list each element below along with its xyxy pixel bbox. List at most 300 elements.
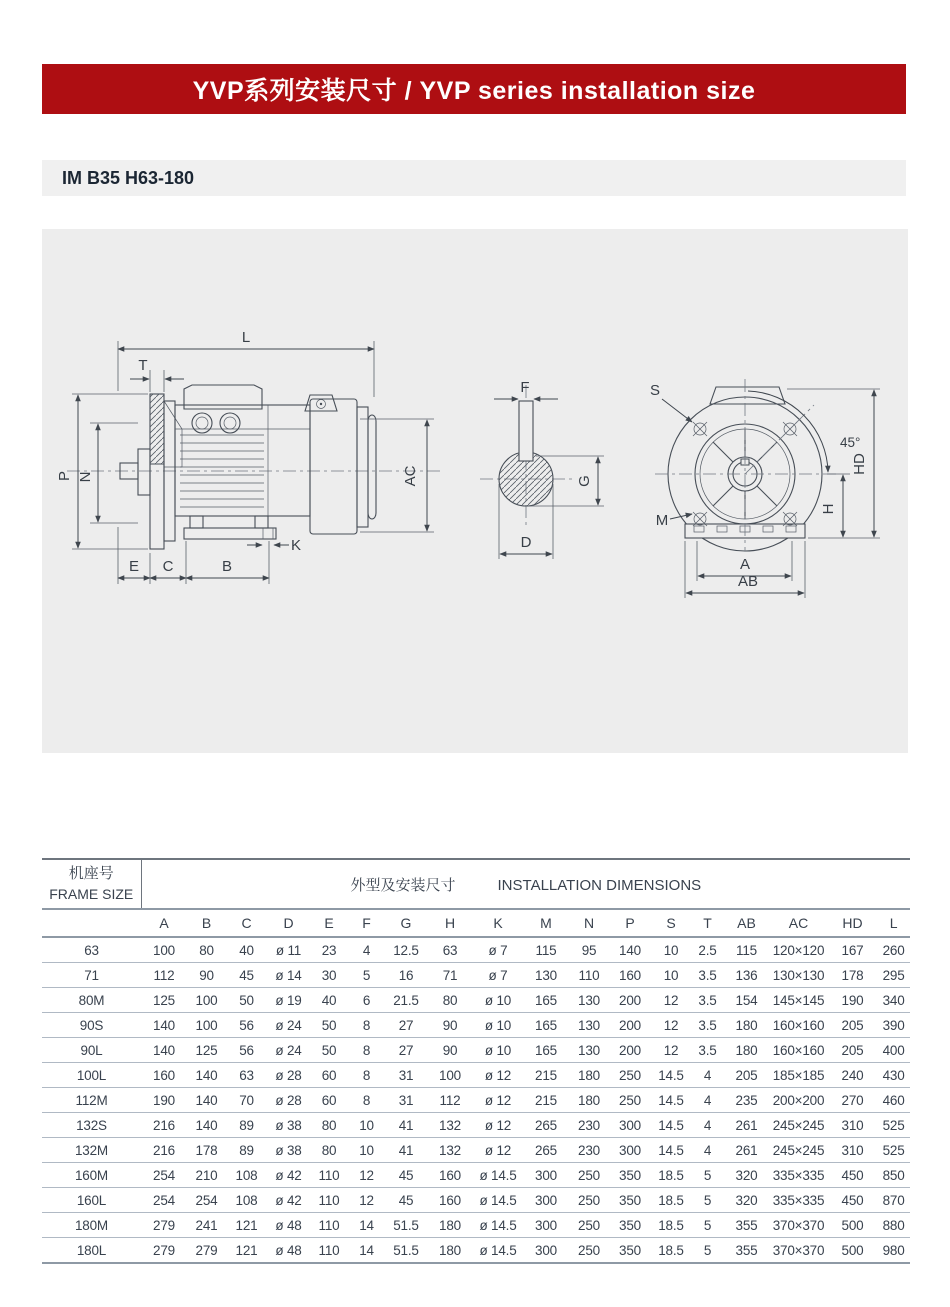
- dim-value-cell: 145×145: [769, 988, 828, 1013]
- dim-value-cell: 245×245: [769, 1138, 828, 1163]
- dim-value-cell: 3.5: [691, 1013, 724, 1038]
- dim-value-cell: 71: [427, 963, 473, 988]
- dim-value-cell: 100: [427, 1063, 473, 1088]
- dim-value-cell: 5: [691, 1213, 724, 1238]
- frame-size-cell: 132M: [42, 1138, 141, 1163]
- dim-value-cell: 500: [828, 1238, 877, 1264]
- dim-value-cell: 100: [141, 937, 187, 963]
- dim-value-cell: 215: [523, 1088, 569, 1113]
- dim-value-cell: 230: [569, 1113, 609, 1138]
- dim-value-cell: 160: [427, 1188, 473, 1213]
- frame-size-header-zh: 机座号: [68, 865, 114, 883]
- column-header-H: H: [427, 909, 473, 937]
- dim-value-cell: 132: [427, 1138, 473, 1163]
- dim-value-cell: 31: [385, 1063, 427, 1088]
- dim-value-cell: 140: [141, 1038, 187, 1063]
- dim-value-cell: 250: [609, 1088, 651, 1113]
- frame-size-cell: 90S: [42, 1013, 141, 1038]
- dim-value-cell: 335×335: [769, 1163, 828, 1188]
- dim-value-cell: 160: [427, 1163, 473, 1188]
- dim-value-cell: 51.5: [385, 1238, 427, 1264]
- dim-value-cell: 320: [724, 1188, 769, 1213]
- dim-value-cell: 121: [226, 1213, 267, 1238]
- dim-value-cell: 178: [828, 963, 877, 988]
- dim-value-cell: 110: [310, 1188, 348, 1213]
- dim-value-cell: 14.5: [651, 1138, 691, 1163]
- dim-value-cell: 230: [569, 1138, 609, 1163]
- front-view-drawing: [650, 379, 880, 598]
- column-header-G: G: [385, 909, 427, 937]
- dim-value-cell: 154: [724, 988, 769, 1013]
- dim-value-cell: 110: [310, 1163, 348, 1188]
- column-header-HD: HD: [828, 909, 877, 937]
- dim-value-cell: 100: [187, 1013, 226, 1038]
- column-header-T: T: [691, 909, 724, 937]
- column-header-S: S: [651, 909, 691, 937]
- dim-value-cell: 205: [724, 1063, 769, 1088]
- dim-value-cell: 190: [828, 988, 877, 1013]
- dim-value-cell: 216: [141, 1113, 187, 1138]
- technical-drawing: [42, 229, 908, 753]
- dim-value-cell: 12.5: [385, 937, 427, 963]
- dim-value-cell: 5: [691, 1188, 724, 1213]
- dim-value-cell: ø 12: [473, 1088, 523, 1113]
- table-row: [42, 1088, 910, 1113]
- dim-value-cell: 80: [187, 937, 226, 963]
- dim-value-cell: ø 19: [267, 988, 310, 1013]
- dim-value-cell: ø 14.5: [473, 1238, 523, 1264]
- frame-size-letters-spacer: [42, 909, 141, 937]
- dim-value-cell: 140: [609, 937, 651, 963]
- dim-value-cell: 250: [569, 1163, 609, 1188]
- dim-value-cell: 165: [523, 1013, 569, 1038]
- dim-value-cell: 130: [569, 988, 609, 1013]
- dim-value-cell: 241: [187, 1213, 226, 1238]
- dim-value-cell: 56: [226, 1013, 267, 1038]
- dim-value-cell: 190: [141, 1088, 187, 1113]
- dim-value-cell: 120×120: [769, 937, 828, 963]
- dim-value-cell: 12: [348, 1163, 385, 1188]
- dim-label-L: L: [241, 329, 251, 346]
- dim-value-cell: 300: [523, 1238, 569, 1264]
- dim-value-cell: 180: [569, 1063, 609, 1088]
- dim-value-cell: 80: [310, 1113, 348, 1138]
- dim-value-cell: 340: [877, 988, 910, 1013]
- dim-value-cell: 50: [310, 1013, 348, 1038]
- dim-label-T: T: [138, 357, 148, 374]
- dim-value-cell: 4: [691, 1063, 724, 1088]
- dim-value-cell: 41: [385, 1138, 427, 1163]
- dim-value-cell: 130: [523, 963, 569, 988]
- table-row: [42, 1038, 910, 1063]
- dim-value-cell: 250: [569, 1188, 609, 1213]
- dim-value-cell: 18.5: [651, 1238, 691, 1264]
- dim-value-cell: ø 24: [267, 1013, 310, 1038]
- dim-value-cell: 300: [523, 1163, 569, 1188]
- dim-value-cell: 140: [187, 1113, 226, 1138]
- dim-value-cell: 10: [348, 1138, 385, 1163]
- dim-value-cell: 18.5: [651, 1213, 691, 1238]
- dim-value-cell: 27: [385, 1038, 427, 1063]
- dim-value-cell: 60: [310, 1063, 348, 1088]
- dim-value-cell: ø 7: [473, 937, 523, 963]
- column-header-E: E: [310, 909, 348, 937]
- dim-value-cell: 89: [226, 1113, 267, 1138]
- dim-value-cell: 320: [724, 1163, 769, 1188]
- dim-value-cell: 430: [877, 1063, 910, 1088]
- dim-value-cell: 160: [141, 1063, 187, 1088]
- dim-value-cell: 70: [226, 1088, 267, 1113]
- table-row: [42, 1138, 910, 1163]
- frame-size-cell: 180L: [42, 1238, 141, 1264]
- dim-value-cell: 12: [651, 1013, 691, 1038]
- dim-value-cell: 5: [348, 963, 385, 988]
- dim-value-cell: 279: [187, 1238, 226, 1264]
- subtitle-bar: [42, 160, 906, 196]
- dim-value-cell: 2.5: [691, 937, 724, 963]
- dim-value-cell: 51.5: [385, 1213, 427, 1238]
- dim-value-cell: 200×200: [769, 1088, 828, 1113]
- dim-value-cell: 450: [828, 1188, 877, 1213]
- dim-value-cell: 254: [187, 1188, 226, 1213]
- dim-value-cell: ø 10: [473, 988, 523, 1013]
- dim-value-cell: 350: [609, 1238, 651, 1264]
- dim-value-cell: 108: [226, 1163, 267, 1188]
- dim-label-A: A: [739, 556, 751, 573]
- dim-value-cell: 180: [569, 1088, 609, 1113]
- frame-size-cell: 180M: [42, 1213, 141, 1238]
- dim-value-cell: 265: [523, 1113, 569, 1138]
- dim-value-cell: 14: [348, 1213, 385, 1238]
- dim-value-cell: 41: [385, 1113, 427, 1138]
- dim-value-cell: 125: [141, 988, 187, 1013]
- table-row: [42, 1188, 910, 1213]
- column-header-C: C: [226, 909, 267, 937]
- dim-value-cell: ø 38: [267, 1138, 310, 1163]
- dim-value-cell: 50: [226, 988, 267, 1013]
- dim-value-cell: 215: [523, 1063, 569, 1088]
- dim-value-cell: 112: [427, 1088, 473, 1113]
- dim-value-cell: 370×370: [769, 1213, 828, 1238]
- dim-value-cell: 14.5: [651, 1113, 691, 1138]
- dim-value-cell: 350: [609, 1163, 651, 1188]
- table-row: [42, 988, 910, 1013]
- dim-value-cell: 4: [691, 1088, 724, 1113]
- dim-value-cell: 210: [187, 1163, 226, 1188]
- frame-size-cell: 132S: [42, 1113, 141, 1138]
- dim-value-cell: ø 7: [473, 963, 523, 988]
- dim-value-cell: 235: [724, 1088, 769, 1113]
- dim-value-cell: 279: [141, 1238, 187, 1264]
- dim-label-45deg: 45°: [840, 435, 861, 450]
- dim-value-cell: 160×160: [769, 1013, 828, 1038]
- dim-value-cell: 140: [141, 1013, 187, 1038]
- dim-label-K: K: [290, 537, 302, 554]
- dim-value-cell: 16: [385, 963, 427, 988]
- column-header-K: K: [473, 909, 523, 937]
- dim-value-cell: 121: [226, 1238, 267, 1264]
- dim-label-D: D: [520, 534, 532, 551]
- dim-value-cell: 95: [569, 937, 609, 963]
- dim-value-cell: 279: [141, 1213, 187, 1238]
- dim-value-cell: 125: [187, 1038, 226, 1063]
- dim-value-cell: 450: [828, 1163, 877, 1188]
- dim-value-cell: 130: [569, 1038, 609, 1063]
- column-header-N: N: [569, 909, 609, 937]
- dim-value-cell: ø 48: [267, 1238, 310, 1264]
- dim-value-cell: 525: [877, 1138, 910, 1163]
- dim-value-cell: 89: [226, 1138, 267, 1163]
- dim-value-cell: 260: [877, 937, 910, 963]
- frame-size-header-en: FRAME SIZE: [49, 885, 134, 902]
- dim-value-cell: 870: [877, 1188, 910, 1213]
- dim-value-cell: 10: [651, 937, 691, 963]
- dim-value-cell: 270: [828, 1088, 877, 1113]
- dim-value-cell: 56: [226, 1038, 267, 1063]
- dim-value-cell: 115: [523, 937, 569, 963]
- dim-value-cell: 254: [141, 1163, 187, 1188]
- dim-value-cell: 14.5: [651, 1063, 691, 1088]
- dim-value-cell: 90: [187, 963, 226, 988]
- dim-value-cell: 355: [724, 1213, 769, 1238]
- dim-value-cell: 216: [141, 1138, 187, 1163]
- dim-label-B: B: [221, 558, 233, 575]
- dim-value-cell: 165: [523, 1038, 569, 1063]
- dim-value-cell: 4: [691, 1113, 724, 1138]
- dim-value-cell: 178: [187, 1138, 226, 1163]
- column-header-L: L: [877, 909, 910, 937]
- table-header-row: [42, 859, 910, 909]
- dim-value-cell: 200: [609, 988, 651, 1013]
- dim-value-cell: 254: [141, 1188, 187, 1213]
- drawing-panel: [42, 229, 908, 753]
- dim-value-cell: 31: [385, 1088, 427, 1113]
- dims-header-en: INSTALLATION DIMENSIONS: [497, 876, 702, 894]
- frame-size-cell: 90L: [42, 1038, 141, 1063]
- table-row: [42, 937, 910, 963]
- frame-size-cell: 160L: [42, 1188, 141, 1213]
- dim-value-cell: 300: [523, 1213, 569, 1238]
- dim-value-cell: 200: [609, 1038, 651, 1063]
- dim-value-cell: 205: [828, 1038, 877, 1063]
- dim-value-cell: 500: [828, 1213, 877, 1238]
- dim-value-cell: ø 12: [473, 1063, 523, 1088]
- dim-value-cell: 50: [310, 1038, 348, 1063]
- dim-value-cell: 115: [724, 937, 769, 963]
- dim-value-cell: 45: [385, 1163, 427, 1188]
- dim-value-cell: 295: [877, 963, 910, 988]
- dim-value-cell: 180: [724, 1013, 769, 1038]
- dim-value-cell: 245×245: [769, 1113, 828, 1138]
- dim-value-cell: 130×130: [769, 963, 828, 988]
- dim-value-cell: 63: [226, 1063, 267, 1088]
- dim-value-cell: 370×370: [769, 1238, 828, 1264]
- dimension-table-section: [42, 858, 908, 1264]
- dim-value-cell: 23: [310, 937, 348, 963]
- dim-value-cell: 4: [691, 1138, 724, 1163]
- installation-dimensions-header: [141, 859, 910, 909]
- dim-value-cell: 14: [348, 1238, 385, 1264]
- dim-label-N: N: [77, 471, 94, 483]
- dim-value-cell: 8: [348, 1038, 385, 1063]
- dim-value-cell: 80: [427, 988, 473, 1013]
- frame-size-cell: 63: [42, 937, 141, 963]
- dim-value-cell: 130: [569, 1013, 609, 1038]
- dim-value-cell: 21.5: [385, 988, 427, 1013]
- dim-value-cell: 100: [187, 988, 226, 1013]
- dim-value-cell: ø 10: [473, 1038, 523, 1063]
- dim-value-cell: ø 14.5: [473, 1213, 523, 1238]
- dim-value-cell: 108: [226, 1188, 267, 1213]
- dim-value-cell: 8: [348, 1088, 385, 1113]
- dim-value-cell: 110: [310, 1238, 348, 1264]
- dim-value-cell: 390: [877, 1013, 910, 1038]
- dim-value-cell: 12: [348, 1188, 385, 1213]
- dim-value-cell: 160: [609, 963, 651, 988]
- dim-value-cell: 5: [691, 1238, 724, 1264]
- dim-value-cell: 250: [609, 1063, 651, 1088]
- dim-value-cell: 10: [348, 1113, 385, 1138]
- dim-value-cell: 525: [877, 1113, 910, 1138]
- dim-value-cell: 460: [877, 1088, 910, 1113]
- dim-value-cell: 45: [385, 1188, 427, 1213]
- dim-value-cell: 180: [427, 1238, 473, 1264]
- dim-value-cell: 10: [651, 963, 691, 988]
- dim-value-cell: 110: [310, 1213, 348, 1238]
- dim-value-cell: 300: [609, 1138, 651, 1163]
- dim-value-cell: 4: [348, 937, 385, 963]
- shaft-section-drawing: [480, 379, 604, 559]
- dim-value-cell: 200: [609, 1013, 651, 1038]
- frame-size-header: [42, 859, 141, 909]
- dim-value-cell: 250: [569, 1238, 609, 1264]
- dim-value-cell: 8: [348, 1063, 385, 1088]
- dim-value-cell: 160×160: [769, 1038, 828, 1063]
- dim-value-cell: 12: [651, 988, 691, 1013]
- dim-value-cell: 300: [609, 1113, 651, 1138]
- dim-value-cell: 6: [348, 988, 385, 1013]
- dim-label-HD: HD: [851, 453, 868, 475]
- dim-value-cell: 63: [427, 937, 473, 963]
- dim-value-cell: 45: [226, 963, 267, 988]
- dim-value-cell: 880: [877, 1213, 910, 1238]
- mounting-code-label: IM B35 H63-180: [62, 167, 195, 188]
- dim-value-cell: ø 28: [267, 1088, 310, 1113]
- dim-value-cell: 40: [310, 988, 348, 1013]
- column-header-A: A: [141, 909, 187, 937]
- dim-value-cell: ø 42: [267, 1188, 310, 1213]
- column-header-B: B: [187, 909, 226, 937]
- dim-value-cell: 165: [523, 988, 569, 1013]
- dim-value-cell: ø 12: [473, 1138, 523, 1163]
- dim-value-cell: 18.5: [651, 1188, 691, 1213]
- column-header-P: P: [609, 909, 651, 937]
- dim-label-S: S: [649, 382, 661, 399]
- dim-value-cell: 350: [609, 1188, 651, 1213]
- dim-value-cell: ø 12: [473, 1113, 523, 1138]
- dim-value-cell: 27: [385, 1013, 427, 1038]
- dim-value-cell: 850: [877, 1163, 910, 1188]
- column-header-F: F: [348, 909, 385, 937]
- column-header-D: D: [267, 909, 310, 937]
- frame-size-cell: 112M: [42, 1088, 141, 1113]
- frame-size-cell: 71: [42, 963, 141, 988]
- table-row: [42, 1063, 910, 1088]
- dim-value-cell: 261: [724, 1138, 769, 1163]
- dim-label-H: H: [820, 503, 837, 515]
- dim-value-cell: 265: [523, 1138, 569, 1163]
- dim-value-cell: ø 14.5: [473, 1188, 523, 1213]
- dim-value-cell: 14.5: [651, 1088, 691, 1113]
- dim-value-cell: 350: [609, 1213, 651, 1238]
- table-row: [42, 1163, 910, 1188]
- dim-value-cell: 205: [828, 1013, 877, 1038]
- dim-value-cell: 140: [187, 1063, 226, 1088]
- dim-value-cell: 185×185: [769, 1063, 828, 1088]
- side-view-drawing: [56, 329, 442, 584]
- table-row: [42, 1113, 910, 1138]
- dim-value-cell: 110: [569, 963, 609, 988]
- dim-value-cell: 8: [348, 1013, 385, 1038]
- dim-value-cell: ø 14: [267, 963, 310, 988]
- dim-value-cell: 250: [569, 1213, 609, 1238]
- dim-value-cell: 140: [187, 1088, 226, 1113]
- dim-value-cell: 30: [310, 963, 348, 988]
- dim-value-cell: 310: [828, 1113, 877, 1138]
- dim-value-cell: ø 11: [267, 937, 310, 963]
- dim-value-cell: 136: [724, 963, 769, 988]
- column-header-AB: AB: [724, 909, 769, 937]
- table-row: [42, 1213, 910, 1238]
- column-header-AC: AC: [769, 909, 828, 937]
- dim-label-P: P: [56, 470, 73, 482]
- column-letters-row: [42, 909, 910, 937]
- dim-label-M: M: [655, 512, 669, 529]
- dim-label-E: E: [128, 558, 140, 575]
- dim-value-cell: 90: [427, 1038, 473, 1063]
- dim-value-cell: 3.5: [691, 1038, 724, 1063]
- dim-value-cell: ø 38: [267, 1113, 310, 1138]
- dim-label-G: G: [576, 475, 593, 487]
- table-row: [42, 963, 910, 988]
- dim-value-cell: ø 10: [473, 1013, 523, 1038]
- dim-value-cell: 180: [724, 1038, 769, 1063]
- dim-value-cell: 980: [877, 1238, 910, 1264]
- frame-size-cell: 80M: [42, 988, 141, 1013]
- dim-value-cell: ø 28: [267, 1063, 310, 1088]
- dim-label-C: C: [162, 558, 174, 575]
- dim-label-AC: AC: [402, 465, 419, 487]
- dim-value-cell: 40: [226, 937, 267, 963]
- frame-size-cell: 160M: [42, 1163, 141, 1188]
- dim-value-cell: 112: [141, 963, 187, 988]
- dimension-table-body: [42, 937, 910, 1263]
- dim-value-cell: 60: [310, 1088, 348, 1113]
- frame-size-cell: 100L: [42, 1063, 141, 1088]
- dim-value-cell: ø 42: [267, 1163, 310, 1188]
- dim-value-cell: 5: [691, 1163, 724, 1188]
- dim-label-F: F: [520, 379, 530, 396]
- dim-value-cell: 3.5: [691, 963, 724, 988]
- dims-header-zh: 外型及安装尺寸: [350, 876, 456, 894]
- dim-value-cell: 310: [828, 1138, 877, 1163]
- column-header-M: M: [523, 909, 569, 937]
- dim-value-cell: 3.5: [691, 988, 724, 1013]
- dim-value-cell: 90: [427, 1013, 473, 1038]
- dim-value-cell: 167: [828, 937, 877, 963]
- title-banner: [42, 64, 906, 114]
- page-title: YVP系列安装尺寸 / YVP series installation size: [192, 77, 756, 105]
